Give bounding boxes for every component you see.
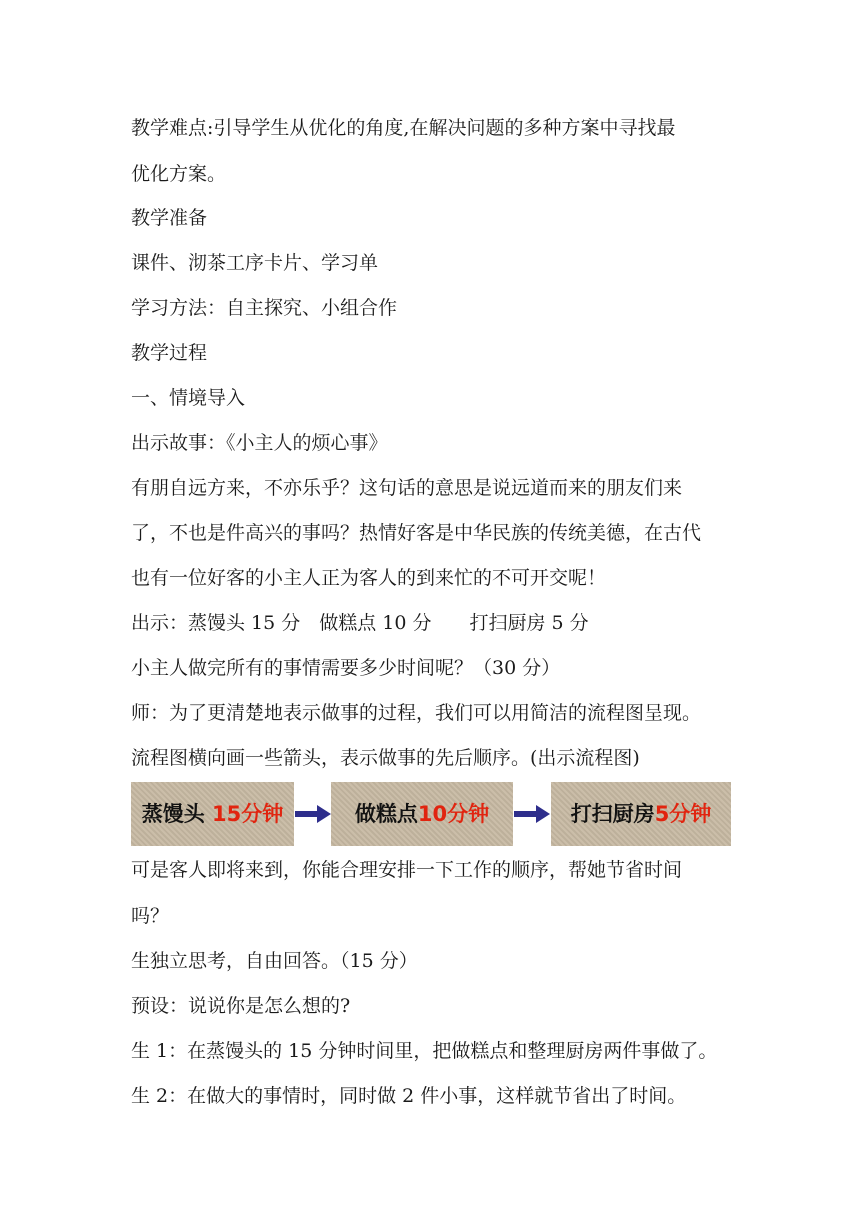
flowchart-step-make-pastry xyxy=(331,782,513,846)
flowchart xyxy=(131,782,731,846)
text-line-student-2: 生 2：在做大的事情时，同时做 2 件小事，这样就节省出了时间。 xyxy=(131,1085,687,1107)
text-line-question: 小主人做完所有的事情需要多少时间呢？（30 分） xyxy=(131,657,561,679)
text-line-para-2: 了，不也是件高兴的事吗？热情好客是中华民族的传统美德，在古代 xyxy=(131,522,702,544)
heading-preparation: 教学准备 xyxy=(131,207,208,229)
text-line-preset: 预设：说说你是怎么想的? xyxy=(131,995,351,1017)
flowchart-step-task: 打扫厨房 xyxy=(570,802,655,826)
text-line-difficulty-cont: 优化方案。 xyxy=(131,163,227,185)
flowchart-step-time: 5分钟 xyxy=(654,802,712,826)
flowchart-step-time: 15分钟 xyxy=(212,802,284,826)
text-line-arrange-cont: 吗？ xyxy=(131,905,170,927)
text-line-arrange: 可是客人即将来到，你能合理安排一下工作的顺序，帮她节省时间 xyxy=(131,859,683,881)
text-line-student-1: 生 1：在蒸馒头的 15 分钟时间里，把做糕点和整理厨房两件事做了。 xyxy=(131,1040,718,1062)
text-line-methods: 学习方法：自主探究、小组合作 xyxy=(131,297,398,319)
flowchart-step-clean-kitchen xyxy=(551,782,731,846)
text-line-materials: 课件、沏茶工序卡片、学习单 xyxy=(131,252,379,274)
heading-intro: 一、情境导入 xyxy=(131,387,246,409)
text-line-difficulty: 教学难点:引导学生从优化的角度,在解决问题的多种方案中寻找最 xyxy=(131,117,676,139)
text-line-flowchart-desc: 流程图横向画一些箭头，表示做事的先后顺序。(出示流程图) xyxy=(131,747,640,769)
text-line-tasks: 出示：蒸馒头 15 分 做糕点 10 分 打扫厨房 5 分 xyxy=(131,612,589,634)
arrow-right-icon xyxy=(514,804,550,824)
heading-process: 教学过程 xyxy=(131,342,208,364)
text-line-para-1: 有朋自远方来，不亦乐乎？这句话的意思是说远道而来的朋友们来 xyxy=(131,477,683,499)
flowchart-step-time: 10分钟 xyxy=(417,802,490,826)
text-line-think: 生独立思考，自由回答。（15 分） xyxy=(131,950,418,972)
text-line-para-3: 也有一位好客的小主人正为客人的到来忙的不可开交呢！ xyxy=(131,567,607,589)
text-line-teacher: 师：为了更清楚地表示做事的过程，我们可以用简洁的流程图呈现。 xyxy=(131,702,702,724)
flowchart-step-task: 做糕点 xyxy=(354,802,418,826)
flowchart-step-steam-buns xyxy=(131,782,294,846)
text-line-story: 出示故事：《小主人的烦心事》 xyxy=(131,432,388,454)
flowchart-step-task: 蒸馒头 xyxy=(141,802,213,826)
arrow-right-icon xyxy=(295,804,331,824)
